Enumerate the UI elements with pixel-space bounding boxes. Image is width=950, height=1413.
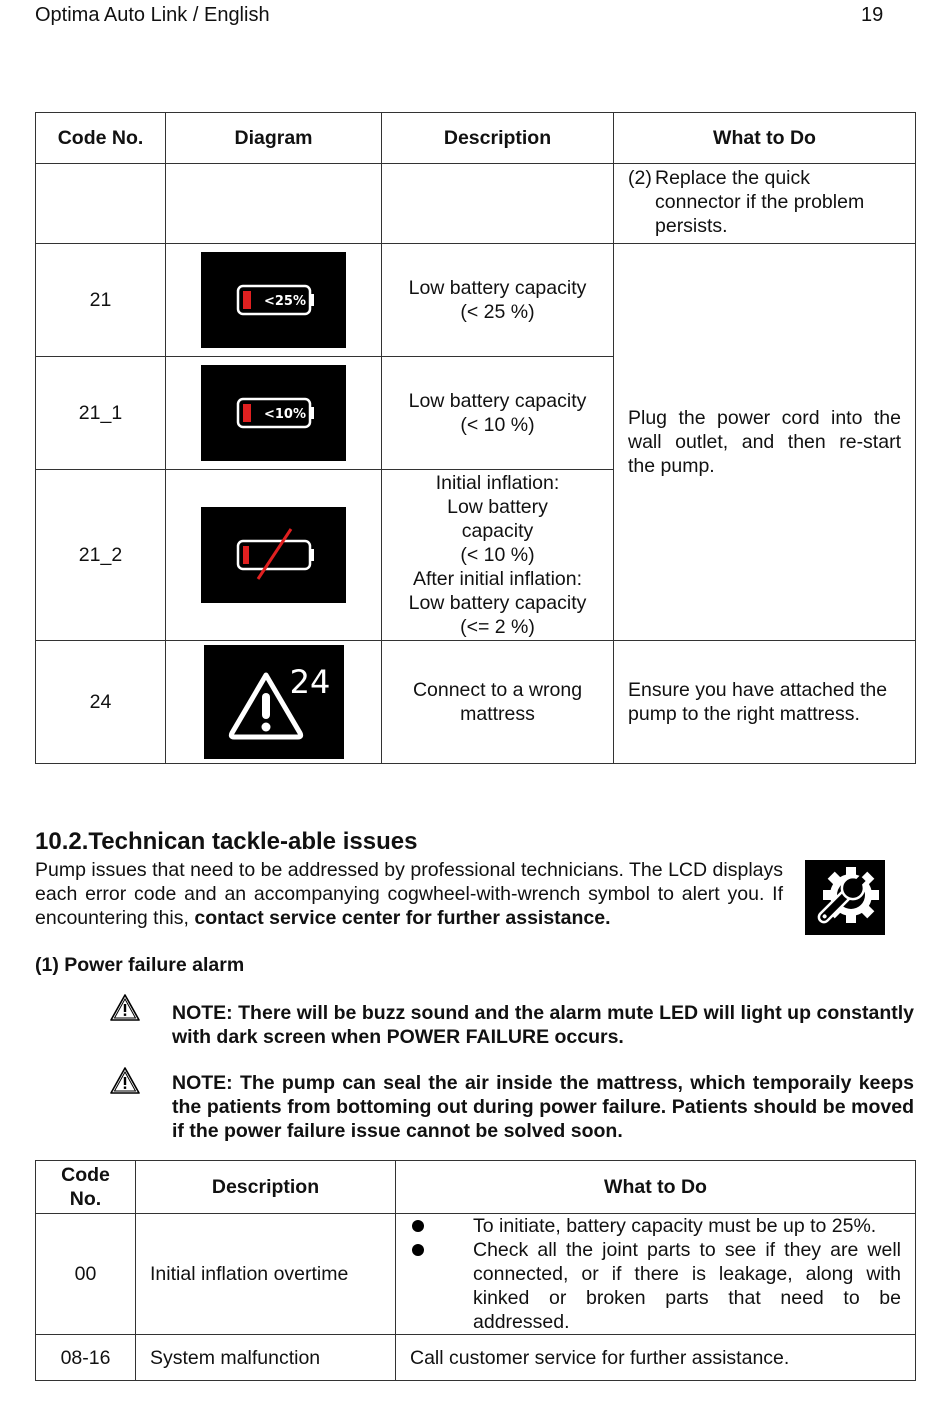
header-what-to-do: What to Do [396, 1161, 916, 1214]
lcd-code-label: 24 [289, 663, 330, 701]
warning-icon [109, 993, 141, 1022]
what-to-do-cell: Ensure you have attached the pump to the right mattress. [614, 641, 916, 764]
step-text: Replace the quick connector if the problem persists. [655, 167, 865, 237]
subsection-heading: (1) Power failure alarm [35, 954, 245, 976]
what-to-do-merged: Plug the power cord into the wall outlet, and then re-start the pump. [614, 244, 916, 641]
table-row [36, 1214, 916, 1335]
battery-low-25-icon [201, 252, 346, 348]
code-cell: 08-16 [36, 1335, 136, 1381]
section-heading: 10.2.Technican tackle-able issues [35, 828, 418, 855]
code-cell: 21 [36, 244, 166, 357]
step-number: (2) [628, 167, 652, 189]
code-cell: 21_1 [36, 357, 166, 470]
description-line: Low battery capacity [408, 592, 587, 614]
header-code-no: Code No. [36, 1161, 136, 1214]
header-diagram: Diagram [166, 113, 382, 164]
header-what-to-do: What to Do [614, 113, 916, 164]
intro-text: Pump issues that need to be addressed by professional technicians. The LCD displays each error code and an accompanying cogwheel-with-wrench symbol to alert you. If encountering this, [35, 859, 783, 929]
description-cell: System malfunction [136, 1335, 396, 1381]
description-cell: Initial inflation overtime [136, 1214, 396, 1335]
table-header-row [36, 1161, 916, 1214]
battery-crossed-icon [201, 507, 346, 603]
description-line: mattress [460, 703, 535, 725]
warning-icon [109, 1066, 141, 1095]
description-line: Low battery capacity [408, 390, 587, 412]
description-line: (< 10 %) [460, 414, 535, 436]
table-header-row [36, 113, 916, 164]
what-to-do-list [396, 1214, 915, 1334]
lcd-percent-label: <25% [263, 294, 307, 309]
warning-triangle-24-icon [204, 645, 344, 759]
power-failure-table [35, 1160, 916, 1381]
document-header-title: Optima Auto Link / English [35, 4, 270, 26]
header-description: Description [136, 1161, 396, 1214]
battery-low-10-icon [201, 365, 346, 461]
description-line: Connect to a wrong [412, 679, 583, 701]
list-item: Check all the joint parts to see if they are well connected, or if there is leakage, along with kinked or broken parts that need to be addressed. [396, 1238, 915, 1334]
table-row [36, 1335, 916, 1381]
code-cell: 21_2 [36, 470, 166, 641]
header-description: Description [382, 113, 614, 164]
description-line: Low battery capacity [408, 277, 587, 299]
description-line: Initial inflation: [435, 472, 560, 494]
what-to-do-cell: Call customer service for further assistance. [396, 1335, 916, 1381]
intro-emphasis: contact service center for further assistance. [194, 907, 611, 929]
code-cell: 00 [36, 1214, 136, 1335]
description-line: (<= 2 %) [460, 616, 535, 638]
note-text: NOTE: The pump can seal the air inside the mattress, which temporaily keeps the patients from bottoming out during power failure. Patients should be moved if the power failure issue cannot be solved soon. [172, 1072, 914, 1142]
description-line: After initial inflation: [412, 568, 583, 590]
list-item: To initiate, battery capacity must be up to 25%. [396, 1214, 915, 1238]
description-line: (< 10 %) [460, 544, 535, 566]
description-line: (< 25 %) [460, 301, 535, 323]
gear-wrench-icon [805, 860, 885, 935]
description-line: Low battery [447, 496, 548, 518]
table-row [36, 244, 916, 357]
note-text: NOTE: There will be buzz sound and the alarm mute LED will light up constantly with dark screen when POWER FAILURE occurs. [172, 1002, 914, 1048]
header-code-no: Code No. [36, 113, 166, 164]
lcd-percent-label: <10% [263, 407, 307, 422]
table-row [36, 164, 916, 244]
description-line: capacity [461, 520, 534, 542]
table-row [36, 641, 916, 764]
section-intro [35, 858, 783, 930]
error-code-table [35, 112, 916, 764]
page-number: 19 [861, 4, 884, 26]
code-cell: 24 [36, 641, 166, 764]
